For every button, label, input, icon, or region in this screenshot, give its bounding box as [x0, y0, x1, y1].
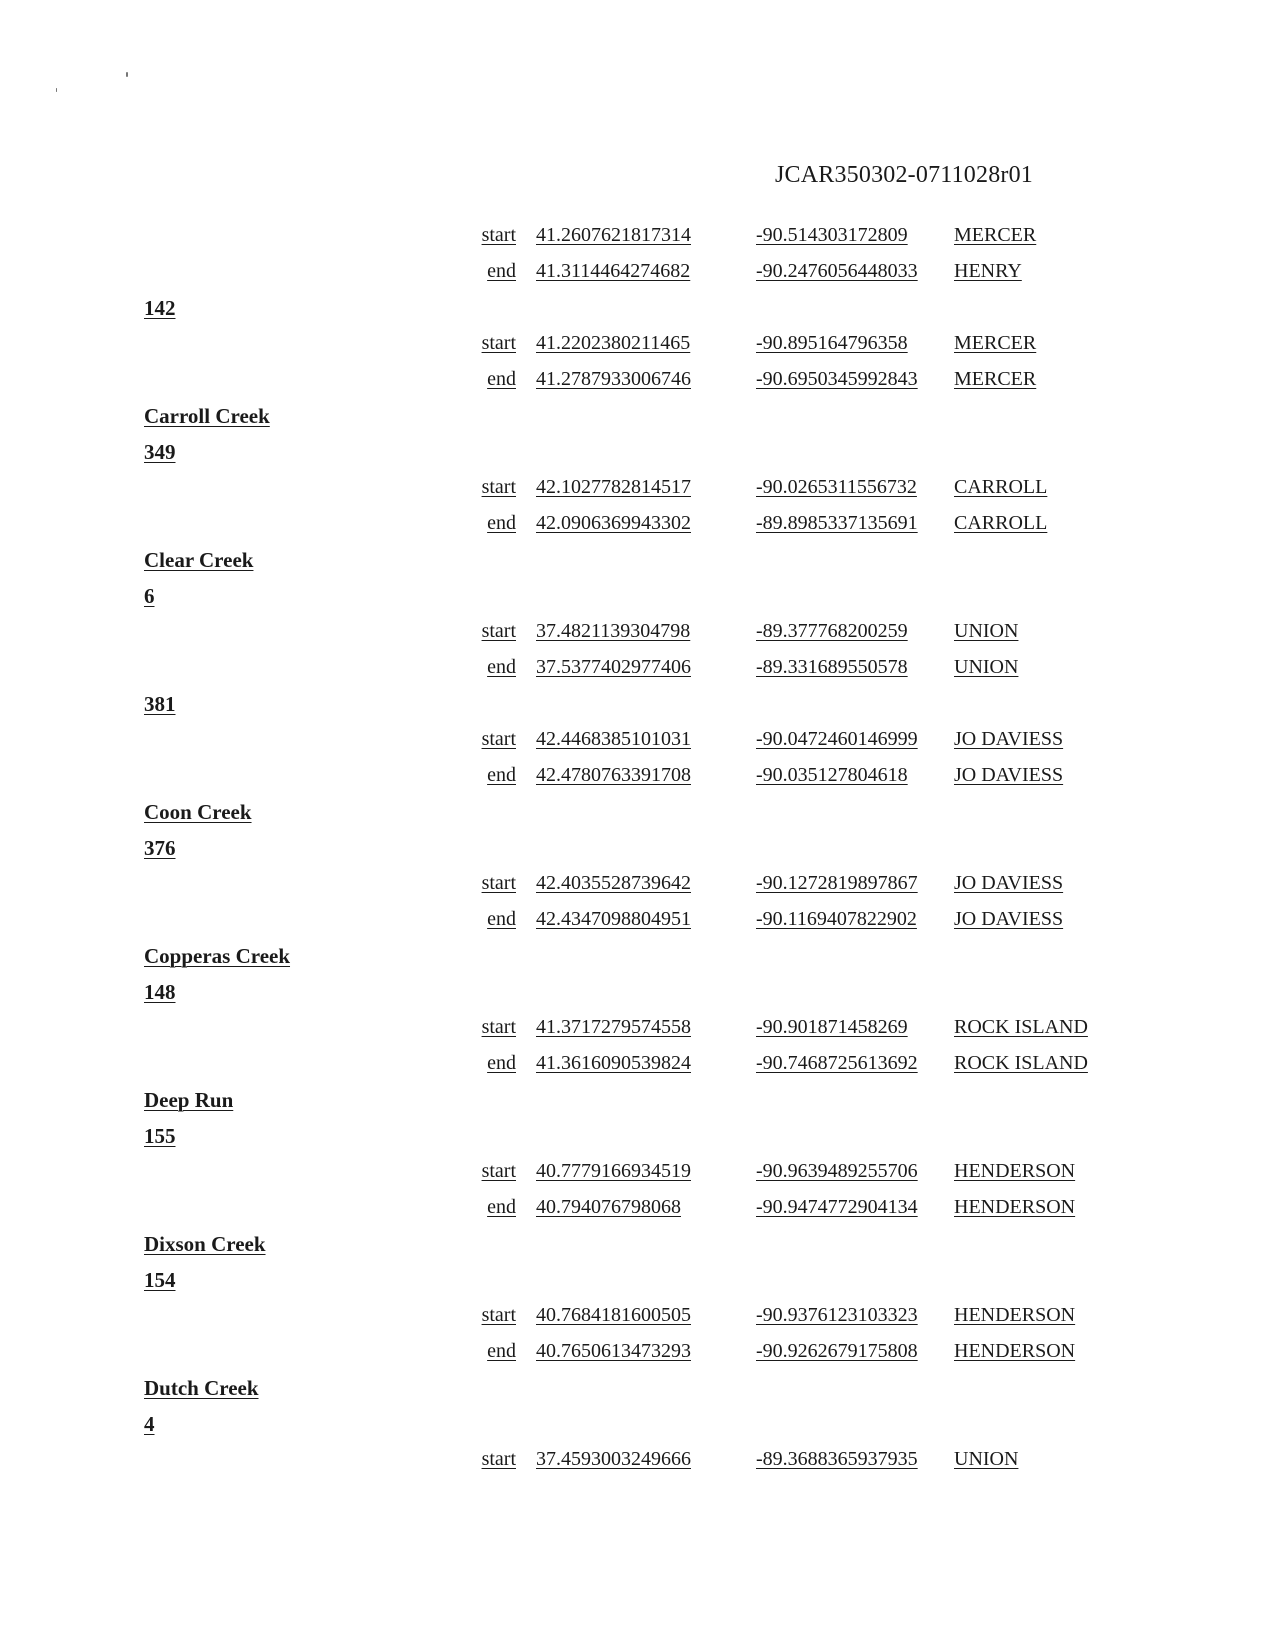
- county-name: JO DAVIESS: [954, 728, 1064, 750]
- start-point-row: [0, 1016, 1276, 1050]
- latitude-value: 41.3114464274682: [536, 260, 691, 282]
- stream-name: Carroll Creek: [144, 404, 270, 428]
- latitude-value: 40.7684181600505: [536, 1304, 691, 1326]
- position-label: start: [481, 872, 516, 894]
- latitude-value: 41.3616090539824: [536, 1052, 691, 1074]
- start-point-row: [0, 620, 1276, 654]
- stream-name: Dixson Creek: [144, 1232, 266, 1256]
- segment-heading-142: [0, 296, 1276, 330]
- segment-heading-coon-creek: [0, 800, 1276, 834]
- longitude-value: -90.2476056448033: [756, 260, 918, 282]
- start-point-row: [0, 332, 1276, 366]
- segment-heading-349: [0, 440, 1276, 474]
- position-label: start: [481, 728, 516, 750]
- start-point-row: [0, 224, 1276, 258]
- segment-heading-154: [0, 1268, 1276, 1302]
- start-point-row: [0, 728, 1276, 762]
- segment-heading-deep-run: [0, 1088, 1276, 1122]
- position-label: start: [481, 332, 516, 354]
- longitude-value: -90.0265311556732: [756, 476, 917, 498]
- latitude-value: 41.2787933006746: [536, 368, 691, 390]
- position-label: start: [481, 1304, 516, 1326]
- segment-number: 4: [144, 1412, 155, 1436]
- position-label: start: [481, 224, 516, 246]
- position-label: end: [487, 1340, 516, 1362]
- end-point-row: [0, 368, 1276, 402]
- latitude-value: 41.2202380211465: [536, 332, 691, 354]
- county-name: HENDERSON: [954, 1160, 1076, 1182]
- longitude-value: -89.377768200259: [756, 620, 908, 642]
- segment-number: 6: [144, 584, 155, 608]
- segment-heading-148: [0, 980, 1276, 1014]
- start-point-row: [0, 476, 1276, 510]
- county-name: UNION: [954, 620, 1019, 642]
- longitude-value: -90.9639489255706: [756, 1160, 918, 1182]
- longitude-value: -90.895164796358: [756, 332, 908, 354]
- position-label: end: [487, 908, 516, 930]
- segment-heading-clear-creek: [0, 548, 1276, 582]
- longitude-value: -89.3688365937935: [756, 1448, 918, 1470]
- end-point-row: [0, 1340, 1276, 1374]
- longitude-value: -90.1169407822902: [756, 908, 917, 930]
- longitude-value: -90.0472460146999: [756, 728, 918, 750]
- county-name: MERCER: [954, 224, 1037, 246]
- end-point-row: [0, 1196, 1276, 1230]
- start-point-row: [0, 1448, 1276, 1482]
- county-name: CARROLL: [954, 476, 1048, 498]
- end-point-row: [0, 512, 1276, 546]
- end-point-row: [0, 908, 1276, 942]
- county-name: JO DAVIESS: [954, 872, 1064, 894]
- position-label: end: [487, 1052, 516, 1074]
- position-label: end: [487, 260, 516, 282]
- longitude-value: -90.9474772904134: [756, 1196, 918, 1218]
- longitude-value: -90.9376123103323: [756, 1304, 918, 1326]
- county-name: MERCER: [954, 332, 1037, 354]
- end-point-row: [0, 1052, 1276, 1086]
- start-point-row: [0, 872, 1276, 906]
- position-label: end: [487, 368, 516, 390]
- position-label: start: [481, 1448, 516, 1470]
- latitude-value: 40.7650613473293: [536, 1340, 691, 1362]
- position-label: start: [481, 620, 516, 642]
- county-name: JO DAVIESS: [954, 764, 1064, 786]
- stream-name: Coon Creek: [144, 800, 252, 824]
- longitude-value: -90.514303172809: [756, 224, 908, 246]
- segment-heading-dixson-creek: [0, 1232, 1276, 1266]
- latitude-value: 42.0906369943302: [536, 512, 691, 534]
- latitude-value: 40.794076798068: [536, 1196, 681, 1218]
- segment-number: 155: [144, 1124, 176, 1148]
- position-label: end: [487, 512, 516, 534]
- document-id: JCAR350302-0711028r01: [775, 162, 1033, 188]
- segment-heading-copperas-creek: [0, 944, 1276, 978]
- county-name: CARROLL: [954, 512, 1048, 534]
- longitude-value: -90.6950345992843: [756, 368, 918, 390]
- latitude-value: 42.4035528739642: [536, 872, 691, 894]
- latitude-value: 42.1027782814517: [536, 476, 691, 498]
- stream-name: Copperas Creek: [144, 944, 291, 968]
- county-name: ROCK ISLAND: [954, 1016, 1088, 1038]
- position-label: start: [481, 476, 516, 498]
- longitude-value: -90.9262679175808: [756, 1340, 918, 1362]
- segment-heading-6: [0, 584, 1276, 618]
- start-point-row: [0, 1160, 1276, 1194]
- longitude-value: -89.8985337135691: [756, 512, 918, 534]
- county-name: MERCER: [954, 368, 1037, 390]
- end-point-row: [0, 656, 1276, 690]
- longitude-value: -89.331689550578: [756, 656, 908, 678]
- latitude-value: 37.5377402977406: [536, 656, 691, 678]
- segment-heading-376: [0, 836, 1276, 870]
- county-name: JO DAVIESS: [954, 908, 1064, 930]
- segment-number: 349: [144, 440, 176, 464]
- latitude-value: 37.4593003249666: [536, 1448, 691, 1470]
- segment-number: 376: [144, 836, 176, 860]
- longitude-value: -90.901871458269: [756, 1016, 908, 1038]
- position-label: end: [487, 1196, 516, 1218]
- county-name: HENRY: [954, 260, 1022, 282]
- segment-number: 154: [144, 1268, 176, 1292]
- latitude-value: 42.4780763391708: [536, 764, 691, 786]
- latitude-value: 42.4347098804951: [536, 908, 691, 930]
- county-name: HENDERSON: [954, 1340, 1076, 1362]
- segment-heading-4: [0, 1412, 1276, 1446]
- segment-heading-carroll-creek: [0, 404, 1276, 438]
- end-point-row: [0, 764, 1276, 798]
- county-name: HENDERSON: [954, 1304, 1076, 1326]
- segment-heading-dutch-creek: [0, 1376, 1276, 1410]
- county-name: ROCK ISLAND: [954, 1052, 1088, 1074]
- latitude-value: 37.4821139304798: [536, 620, 691, 642]
- latitude-value: 40.7779166934519: [536, 1160, 691, 1182]
- latitude-value: 41.2607621817314: [536, 224, 691, 246]
- end-point-row: [0, 260, 1276, 294]
- segment-number: 381: [144, 692, 176, 716]
- position-label: start: [481, 1016, 516, 1038]
- start-point-row: [0, 1304, 1276, 1338]
- segment-number: 148: [144, 980, 176, 1004]
- county-name: HENDERSON: [954, 1196, 1076, 1218]
- longitude-value: -90.1272819897867: [756, 872, 918, 894]
- segment-heading-381: [0, 692, 1276, 726]
- latitude-value: 42.4468385101031: [536, 728, 691, 750]
- stream-name: Dutch Creek: [144, 1376, 259, 1400]
- stream-name: Deep Run: [144, 1088, 234, 1112]
- position-label: start: [481, 1160, 516, 1182]
- county-name: UNION: [954, 1448, 1019, 1470]
- longitude-value: -90.035127804618: [756, 764, 908, 786]
- segment-number: 142: [144, 296, 176, 320]
- county-name: UNION: [954, 656, 1019, 678]
- position-label: end: [487, 764, 516, 786]
- stream-name: Clear Creek: [144, 548, 254, 572]
- longitude-value: -90.7468725613692: [756, 1052, 918, 1074]
- position-label: end: [487, 656, 516, 678]
- segment-heading-155: [0, 1124, 1276, 1158]
- latitude-value: 41.3717279574558: [536, 1016, 691, 1038]
